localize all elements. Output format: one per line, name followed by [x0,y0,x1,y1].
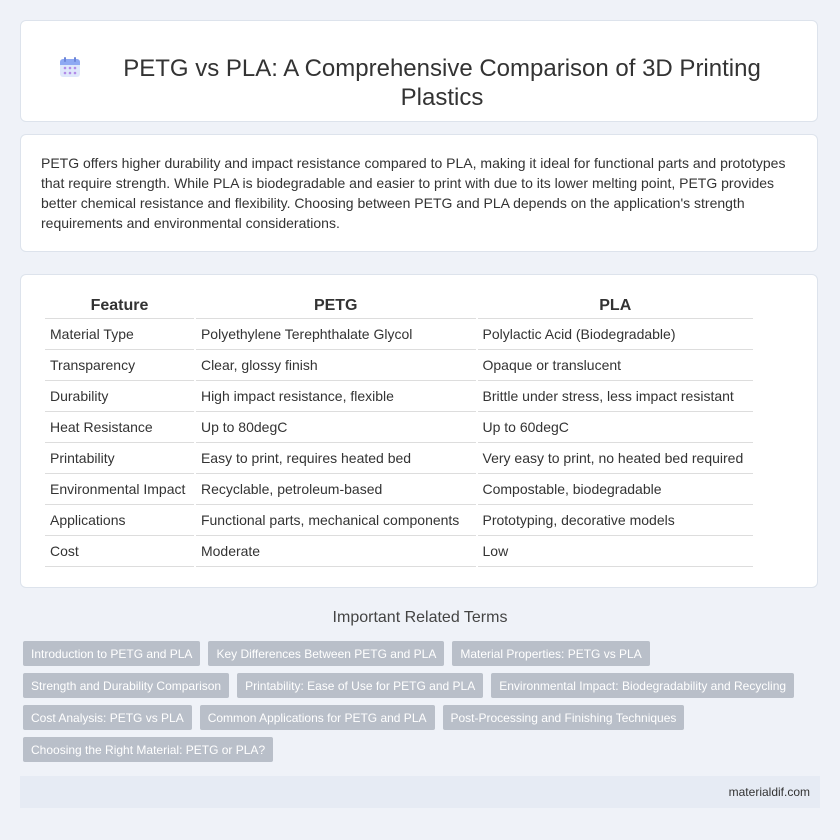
related-term-tag[interactable]: Common Applications for PETG and PLA [200,705,435,730]
page-title: PETG vs PLA: A Comprehensive Comparison of 3D Printing Plastics [123,55,761,111]
table-row [45,536,753,567]
cell-pla: Very easy to print, no heated bed required [478,443,754,474]
comparison-table [43,295,755,567]
cell-pla: Low [478,536,754,567]
table-row [45,319,753,350]
table-row [45,474,753,505]
summary-text: PETG offers higher durability and impact resistance compared to PLA, making it ideal for functional parts and prototypes that require strength. While PLA is biodegradable and easier to print with due to its lower melting point, PETG provides better chemical resistance and flexibility. Choosing between PETG and PLA depends on the application's strength requirements and environmental considerations. [41,155,786,231]
related-term-tag[interactable]: Introduction to PETG and PLA [23,641,200,666]
related-term-tag[interactable]: Key Differences Between PETG and PLA [208,641,444,666]
related-terms-tags [23,641,803,769]
cell-feature: Environmental Impact [45,474,194,505]
cell-petg: Easy to print, requires heated bed [196,443,476,474]
related-term-tag[interactable]: Environmental Impact: Biodegradability and Recycling [491,673,794,698]
table-row [45,412,753,443]
cell-feature: Transparency [45,350,194,381]
header-petg: PETG [196,295,476,319]
cell-petg: High impact resistance, flexible [196,381,476,412]
related-term-tag[interactable]: Choosing the Right Material: PETG or PLA? [23,737,273,762]
table-header-row [45,295,753,319]
cell-feature: Heat Resistance [45,412,194,443]
cell-petg: Moderate [196,536,476,567]
table-row [45,505,753,536]
table-row [45,381,753,412]
related-term-tag[interactable]: Post-Processing and Finishing Techniques [443,705,685,730]
cell-pla: Opaque or translucent [478,350,754,381]
cell-feature: Durability [45,381,194,412]
cell-pla: Brittle under stress, less impact resistant [478,381,754,412]
comparison-table-card [20,274,818,588]
header-card [20,20,818,122]
related-term-tag[interactable]: Material Properties: PETG vs PLA [452,641,649,666]
cell-petg: Recyclable, petroleum-based [196,474,476,505]
footer [20,776,820,808]
cell-pla: Compostable, biodegradable [478,474,754,505]
cell-feature: Material Type [45,319,194,350]
calendar-icon [59,56,81,78]
cell-petg: Polyethylene Terephthalate Glycol [196,319,476,350]
title-wrap [59,30,779,112]
cell-petg: Functional parts, mechanical components [196,505,476,536]
cell-feature: Printability [45,443,194,474]
table-row [45,350,753,381]
cell-pla: Polylactic Acid (Biodegradable) [478,319,754,350]
cell-petg: Clear, glossy finish [196,350,476,381]
cell-feature: Applications [45,505,194,536]
header-pla: PLA [478,295,754,319]
related-term-tag[interactable]: Printability: Ease of Use for PETG and PLA [237,673,483,698]
related-term-tag[interactable]: Strength and Durability Comparison [23,673,229,698]
summary-card [20,134,818,252]
footer-site-link[interactable]: materialdif.com [728,785,810,799]
related-term-tag[interactable]: Cost Analysis: PETG vs PLA [23,705,192,730]
related-terms-title: Important Related Terms [332,609,508,626]
cell-petg: Up to 80degC [196,412,476,443]
table-row [45,443,753,474]
header-feature: Feature [45,295,194,319]
cell-pla: Prototyping, decorative models [478,505,754,536]
cell-feature: Cost [45,536,194,567]
cell-pla: Up to 60degC [478,412,754,443]
